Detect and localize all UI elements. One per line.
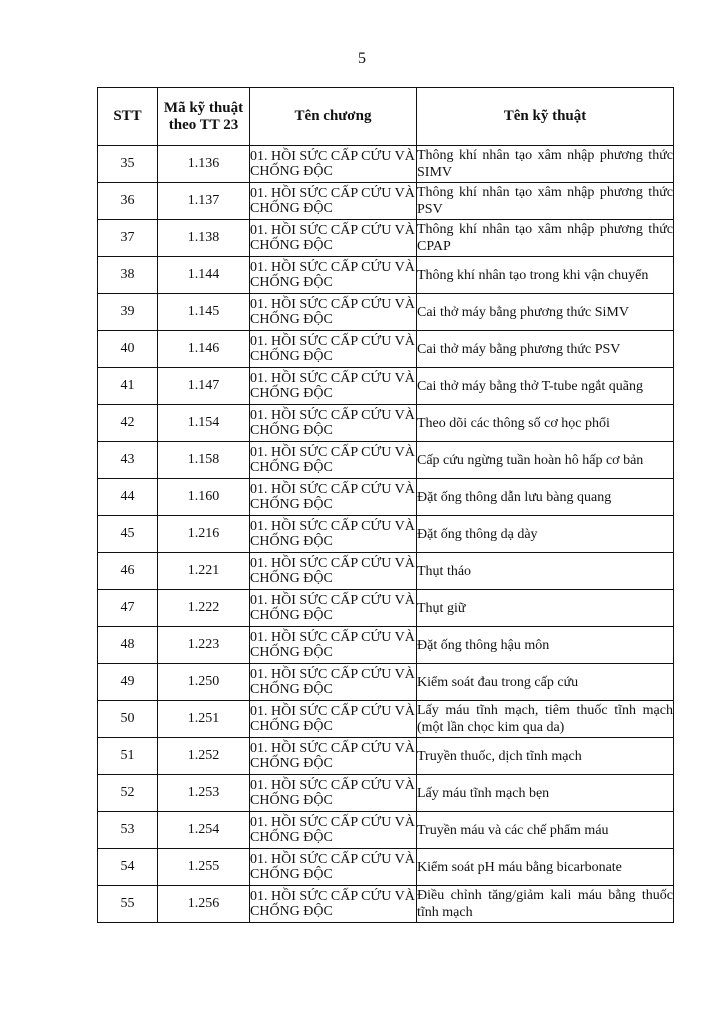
row-code-cell: 1.144 [158, 257, 250, 294]
row-code-cell: 1.137 [158, 183, 250, 220]
row-stt-cell: 48 [98, 627, 158, 664]
table-row [98, 368, 674, 405]
table-row [98, 220, 674, 257]
row-chapter-cell: 01. HỒI SỨC CẤP CỨU VÀ CHỐNG ĐỘC [250, 183, 417, 220]
row-chapter-cell: 01. HỒI SỨC CẤP CỨU VÀ CHỐNG ĐỘC [250, 553, 417, 590]
row-chapter-cell: 01. HỒI SỨC CẤP CỨU VÀ CHỐNG ĐỘC [250, 368, 417, 405]
row-stt-cell: 43 [98, 442, 158, 479]
row-stt-cell: 53 [98, 812, 158, 849]
page-number: 5 [358, 50, 366, 67]
row-technique-cell: Thông khí nhân tạo xâm nhập phương thức SIMV [417, 146, 674, 183]
row-chapter-cell: 01. HỒI SỨC CẤP CỨU VÀ CHỐNG ĐỘC [250, 294, 417, 331]
row-code-cell: 1.160 [158, 479, 250, 516]
row-technique-cell: Đặt ống thông dạ dày [417, 516, 674, 553]
row-code-cell: 1.147 [158, 368, 250, 405]
table-header-row [98, 88, 674, 146]
row-stt-cell: 49 [98, 664, 158, 701]
row-technique-cell: Truyền máu và các chế phẩm máu [417, 812, 674, 849]
table-row [98, 442, 674, 479]
row-code-cell: 1.154 [158, 405, 250, 442]
row-technique-cell: Đặt ống thông dẫn lưu bàng quang [417, 479, 674, 516]
row-stt-cell: 51 [98, 738, 158, 775]
row-code-cell: 1.158 [158, 442, 250, 479]
row-code-cell: 1.253 [158, 775, 250, 812]
table-row [98, 812, 674, 849]
row-code-cell: 1.138 [158, 220, 250, 257]
row-chapter-cell: 01. HỒI SỨC CẤP CỨU VÀ CHỐNG ĐỘC [250, 442, 417, 479]
table-row [98, 294, 674, 331]
table-row [98, 183, 674, 220]
row-code-cell: 1.250 [158, 664, 250, 701]
row-technique-cell: Thụt giữ [417, 590, 674, 627]
table-row [98, 257, 674, 294]
header-chapter: Tên chương [250, 88, 417, 146]
row-stt-cell: 35 [98, 146, 158, 183]
header-code: Mã kỹ thuật theo TT 23 [158, 88, 250, 146]
row-chapter-cell: 01. HỒI SỨC CẤP CỨU VÀ CHỐNG ĐỘC [250, 479, 417, 516]
row-technique-cell: Lấy máu tĩnh mạch, tiêm thuốc tĩnh mạch (một lần chọc kim qua da) [417, 701, 674, 738]
row-chapter-cell: 01. HỒI SỨC CẤP CỨU VÀ CHỐNG ĐỘC [250, 257, 417, 294]
row-chapter-cell: 01. HỒI SỨC CẤP CỨU VÀ CHỐNG ĐỘC [250, 886, 417, 923]
table-row [98, 479, 674, 516]
row-stt-cell: 40 [98, 331, 158, 368]
table-row [98, 146, 674, 183]
row-technique-cell: Cai thở máy bằng phương thức PSV [417, 331, 674, 368]
table-row [98, 886, 674, 923]
row-stt-cell: 47 [98, 590, 158, 627]
row-code-cell: 1.136 [158, 146, 250, 183]
table-row [98, 849, 674, 886]
row-chapter-cell: 01. HỒI SỨC CẤP CỨU VÀ CHỐNG ĐỘC [250, 738, 417, 775]
row-technique-cell: Cai thở máy bằng phương thức SiMV [417, 294, 674, 331]
row-stt-cell: 46 [98, 553, 158, 590]
row-stt-cell: 41 [98, 368, 158, 405]
row-chapter-cell: 01. HỒI SỨC CẤP CỨU VÀ CHỐNG ĐỘC [250, 220, 417, 257]
row-chapter-cell: 01. HỒI SỨC CẤP CỨU VÀ CHỐNG ĐỘC [250, 331, 417, 368]
row-technique-cell: Kiểm soát đau trong cấp cứu [417, 664, 674, 701]
row-code-cell: 1.251 [158, 701, 250, 738]
row-code-cell: 1.223 [158, 627, 250, 664]
row-technique-cell: Thông khí nhân tạo trong khi vận chuyển [417, 257, 674, 294]
row-stt-cell: 52 [98, 775, 158, 812]
table-row [98, 627, 674, 664]
table-row [98, 590, 674, 627]
row-code-cell: 1.221 [158, 553, 250, 590]
table-body [98, 146, 674, 923]
row-technique-cell: Thông khí nhân tạo xâm nhập phương thức PSV [417, 183, 674, 220]
row-code-cell: 1.216 [158, 516, 250, 553]
technique-table [97, 87, 674, 923]
row-technique-cell: Thụt tháo [417, 553, 674, 590]
table-row [98, 738, 674, 775]
row-chapter-cell: 01. HỒI SỨC CẤP CỨU VÀ CHỐNG ĐỘC [250, 627, 417, 664]
table-row [98, 664, 674, 701]
table-row [98, 405, 674, 442]
row-technique-cell: Lấy máu tĩnh mạch bẹn [417, 775, 674, 812]
row-chapter-cell: 01. HỒI SỨC CẤP CỨU VÀ CHỐNG ĐỘC [250, 775, 417, 812]
table-row [98, 331, 674, 368]
row-technique-cell: Cai thở máy bằng thở T-tube ngắt quãng [417, 368, 674, 405]
row-technique-cell: Kiểm soát pH máu bằng bicarbonate [417, 849, 674, 886]
row-stt-cell: 44 [98, 479, 158, 516]
row-technique-cell: Cấp cứu ngừng tuần hoàn hô hấp cơ bản [417, 442, 674, 479]
header-stt: STT [98, 88, 158, 146]
row-chapter-cell: 01. HỒI SỨC CẤP CỨU VÀ CHỐNG ĐỘC [250, 590, 417, 627]
row-stt-cell: 54 [98, 849, 158, 886]
row-stt-cell: 42 [98, 405, 158, 442]
row-chapter-cell: 01. HỒI SỨC CẤP CỨU VÀ CHỐNG ĐỘC [250, 405, 417, 442]
row-chapter-cell: 01. HỒI SỨC CẤP CỨU VÀ CHỐNG ĐỘC [250, 701, 417, 738]
row-technique-cell: Điều chỉnh tăng/giảm kali máu bằng thuốc tĩnh mạch [417, 886, 674, 923]
row-chapter-cell: 01. HỒI SỨC CẤP CỨU VÀ CHỐNG ĐỘC [250, 146, 417, 183]
row-stt-cell: 55 [98, 886, 158, 923]
row-code-cell: 1.222 [158, 590, 250, 627]
row-technique-cell: Thông khí nhân tạo xâm nhập phương thức CPAP [417, 220, 674, 257]
row-stt-cell: 37 [98, 220, 158, 257]
row-stt-cell: 50 [98, 701, 158, 738]
row-stt-cell: 36 [98, 183, 158, 220]
row-stt-cell: 38 [98, 257, 158, 294]
table-row [98, 775, 674, 812]
row-technique-cell: Truyền thuốc, dịch tĩnh mạch [417, 738, 674, 775]
row-chapter-cell: 01. HỒI SỨC CẤP CỨU VÀ CHỐNG ĐỘC [250, 849, 417, 886]
table-row [98, 516, 674, 553]
row-technique-cell: Đặt ống thông hậu môn [417, 627, 674, 664]
table-row [98, 701, 674, 738]
row-stt-cell: 45 [98, 516, 158, 553]
header-technique: Tên kỹ thuật [417, 88, 674, 146]
row-chapter-cell: 01. HỒI SỨC CẤP CỨU VÀ CHỐNG ĐỘC [250, 516, 417, 553]
row-code-cell: 1.254 [158, 812, 250, 849]
row-code-cell: 1.252 [158, 738, 250, 775]
row-chapter-cell: 01. HỒI SỨC CẤP CỨU VÀ CHỐNG ĐỘC [250, 664, 417, 701]
row-code-cell: 1.255 [158, 849, 250, 886]
table-row [98, 553, 674, 590]
row-code-cell: 1.146 [158, 331, 250, 368]
row-chapter-cell: 01. HỒI SỨC CẤP CỨU VÀ CHỐNG ĐỘC [250, 812, 417, 849]
row-stt-cell: 39 [98, 294, 158, 331]
row-technique-cell: Theo dõi các thông số cơ học phổi [417, 405, 674, 442]
row-code-cell: 1.145 [158, 294, 250, 331]
row-code-cell: 1.256 [158, 886, 250, 923]
